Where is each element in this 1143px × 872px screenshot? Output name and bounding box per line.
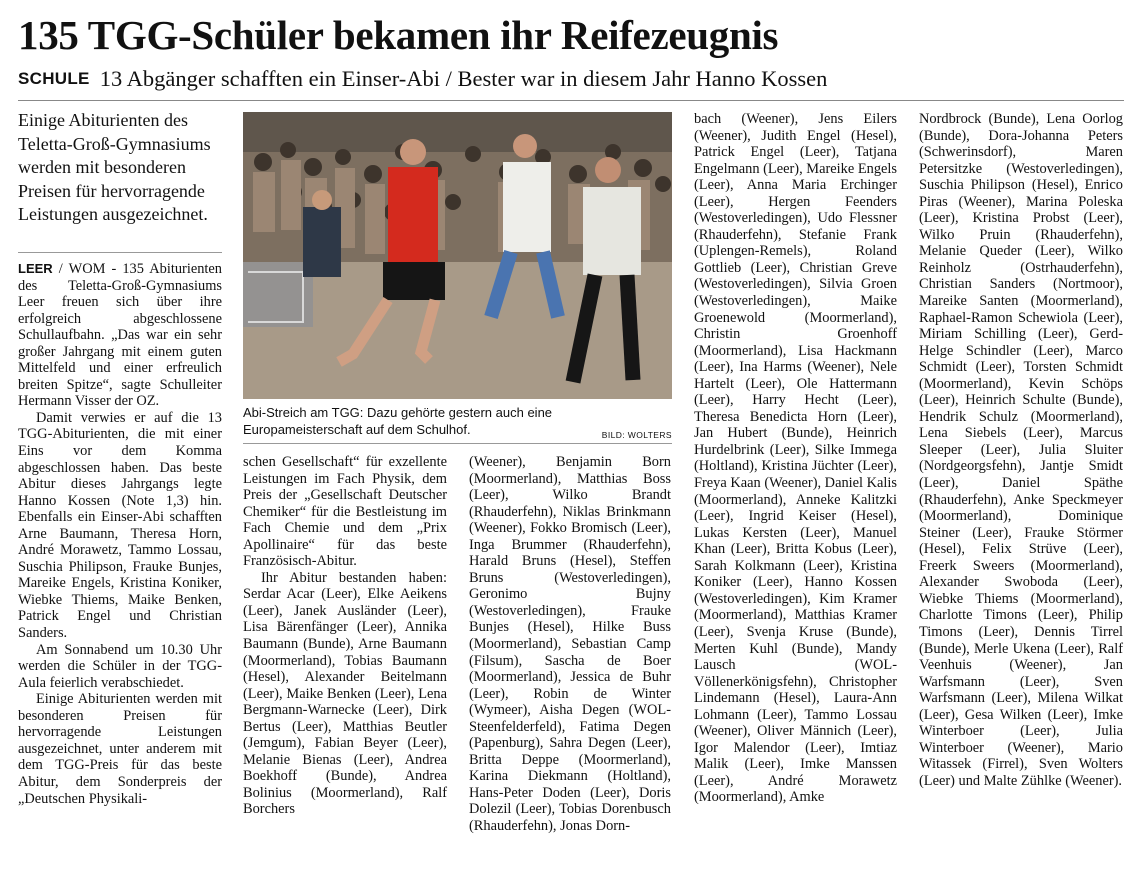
paragraph: bach (Weener), Jens Eilers (Weener), Judith Engel (Hesel), Patrick Engel (Leer), Tatjana Engelmann (Leer), Mareike Engels (Leer), Anna Maria Erchinger (Leer), Hergen Feenders (Westoverledingen), Udo Flessner (Rhauderfehn), Stefanie Frank (Uplengen-Remels), Roland Gottlieb (Leer), Christian Greve (Westoverledingen), Silvia Groen (Westoverledingen), Maike Groenewold (Moormerland), Christin Groenhoff (Moormerland), Lisa Hackmann (Leer), Ina Harms (Weener), Nele Hartelt (Leer), Ole Hattermann (Leer), Harry Hecht (Leer), Theresa Benedicta Horn (Leer), Jan Hubert (Bunde), Heinrich Hurdelbrink (Leer), Silke Immega (Holtland), Kristina Jüchter (Leer), Freya Kaan (Weener), Daniel Kalis (Moormerland), Anneke Kalitzki (Leer), Ingrid Keiser (Hesel), Lukas Kersten (Leer), Manuel Khan (Leer), Britta Kobus (Leer), Sarah Kolkmann (Leer), Kristina Koniker (Leer), Hanno Kossen (Westoverledingen), Kim Kramer (Moormerland), Matthias Kramer (Leer), Svenja Kruse (Bunde), Merten Kuhl (Bunde), Mandy Lausch (WOL-Völlenerkönigsfehn), Christopher Lindemann (Hesel), Laura-Ann Lohmann (Leer), Tammo Lossau (Weener), Oliver Männich (Leer), Igor Malendor (Leer), Imtiaz Malik (Leer), Imke Manssen (Leer), André Morawetz (Moormerland), Amke: [694, 111, 898, 806]
subline: [18, 66, 1128, 96]
column-3: [469, 454, 671, 835]
subtitle: 13 Abgänger schafften ein Einser-Abi / Bester war in diesem Jahr Hanno Kossen: [99, 66, 828, 91]
paragraph: Ihr Abitur bestanden haben: Serdar Acar (Leer), Elke Aeikens (Leer), Janek Ausländer (Leer), Lisa Bärenfänger (Leer), Annika Baumann (Bunde), Arne Baumann (Moormerland), Tobias Baumann (Hesel), Alexander Beitelmann (Leer), Maike Benken (Leer), Lena Bergmann-Warnecke (Leer), Dirk Bertus (Leer), Matthias Beutler (Jemgum), Fabian Beyer (Leer), Melanie Bienas (Leer), Andrea Boekhoff (Bunde), Andrea Bolinius (Moormerland), Ralf Borchers: [243, 569, 447, 818]
dateline: LEER: [18, 261, 53, 276]
paragraph: Nordbrock (Bunde), Lena Oorlog (Bunde), Dora-Johanna Peters (Schwerinsdorf), Maren Petersitzke (Westoverledingen), Suschia Philipson (Hesel), Enrico Piras (Weener), Marina Poleska (Leer), Kristina Probst (Leer), Wilko Pruin (Rhauderfehn), Melanie Queder (Leer), Wilko Reinholz (Ostrhauderfehn), Christian Sanders (Nortmoor), Mareike Santen (Moormerland), Raphael-Ramon Schewiola (Leer), Miriam Schilling (Leer), Gerd-Helge Schindler (Leer), Marco Schmidt (Leer), Torsten Schmidt (Moormerland), Kevin Schöps (Leer), Heinrich Schulte (Bunde), Hendrik Schulz (Moormerland), Lena Siebels (Leer), Marcus Sleeper (Leer), Julia Sluiter (Nordgeorgsfehn), Jantje Smidt (Leer), Daniel Späthe (Rhauderfehn), Anke Speckmeyer (Moormerland), Dominique Steiner (Leer), Frauke Störmer (Hesel), Felix Strüve (Leer), Freerk Sweers (Moormerland), Alexander Swoboda (Leer), Wiebke Thiems (Moormerland), Charlotte Timons (Leer), Philip Timons (Leer), Dennis Tirrel (Bunde), Merle Ukena (Leer), Ralf Veenhuis (Weener), Jan Warfsmann (Leer), Sven Warfsmann (Leer), Milena Wilkat (Leer), Gesa Wilken (Leer), Imke Winterboer (Leer), Julia Winterboer (Weener), Mario Witassek (Firrel), Sven Wolters (Leer) und Malte Zühlke (Weener).: [919, 111, 1123, 789]
photo-caption: [243, 404, 672, 444]
photo-credit: BILD: WOLTERS: [601, 430, 672, 440]
caption-rule: [243, 443, 672, 444]
article-photo: [243, 112, 672, 399]
teaser-rule: [18, 252, 222, 253]
section-kicker: SCHULE: [18, 69, 90, 88]
paragraph: schen Gesellschaft“ für exzellente Leistungen im Fach Physik, dem Preis der „Gesellschaft Deutscher Chemiker“ für die Bestleistung im Fach Chemie und dem „Prix Apollinaire“ für das beste Französisch-Abitur.: [243, 454, 447, 570]
paragraph: Am Sonnabend um 10.30 Uhr werden die Schüler in der TGG-Aula feierlich verabschiedet.: [18, 641, 222, 691]
header-rule: [18, 100, 1124, 101]
lead-text: / WOM - 135 Abiturienten des Teletta-Groß-Gymnasiums Leer freuen sich über ihre erfolgreich abgeschlossene Schullaufbahn. „Das war ein sehr großer Jahrgang mit einem guten Mittelfeld und einer erfreulich breiten Spitze“, sagte Schulleiter Hermann Visser der OZ.: [18, 261, 222, 410]
photo-illustration: [243, 112, 672, 399]
headline: 135 TGG-Schüler bekamen ihr Reifezeugnis: [18, 12, 779, 58]
paragraph: Einige Abiturienten werden mit besonderen Preisen für hervorragende Leistungen ausgezeichnet, unter anderem mit dem TGG-Preis für das beste Abitur, dem Sonderpreis der „Deutschen Physikali-: [18, 691, 222, 807]
column-5: [919, 111, 1123, 789]
column-1: [18, 261, 222, 807]
paragraph: (Weener), Benjamin Born (Moormerland), Matthias Boss (Leer), Wilko Brandt (Rhauderfehn), Niklas Brinkmann (Weener), Fokko Bromisch (Leer), Inga Brummer (Rhauderfehn), Harald Bruns (Hesel), Steffen Bruns (Westoverledingen), Geronimo Bujny (Westoverledingen), Frauke Bunjes (Hesel), Hilke Buss (Moormerland), Sebastian Camp (Filsum), Sascha de Boer (Moormerland), Jessica de Buhr (Leer), Robin de Winter (Wymeer), Aisha Degen (WOL-Steenfelderfeld), Fatima Degen (Papenburg), Sahra Degen (Leer), Britta Deppe (Moormerland), Karina Diekmann (Holtland), Hans-Peter Doden (Leer), Doris Dolezil (Leer), Tobias Dorenbusch (Rhauderfehn), Jonas Dorn-: [469, 454, 671, 835]
lead-paragraph: [18, 261, 222, 410]
caption-text: Abi-Streich am TGG: Dazu gehörte gestern auch eine Europameisterschaft auf dem Schulhof.: [243, 405, 553, 437]
column-2: [243, 454, 447, 818]
teaser: Einige Abiturienten des Teletta-Groß-Gymnasiums werden mit besonderen Preisen für hervorragende Leistungen ausgezeichnet.: [18, 110, 211, 224]
paragraph: Damit verwies er auf die 13 TGG-Abiturienten, die mit einer Eins vor dem Komma abgeschlossen haben. Das beste Abitur dieses Jahrgangs legte Hanno Kossen (Note 1,3) hin. Ebenfalls ein Einser-Abi schafften Arne Baumann, Theresa Horn, André Morawetz, Tammo Lossau, Suschia Philipson, Frauke Bunjes, Mareike Engels, Kristina Koniker, Wiebke Thiems, Maike Benken, Patrick Engel und Christian Sanders.: [18, 409, 222, 642]
column-4: [694, 111, 897, 806]
